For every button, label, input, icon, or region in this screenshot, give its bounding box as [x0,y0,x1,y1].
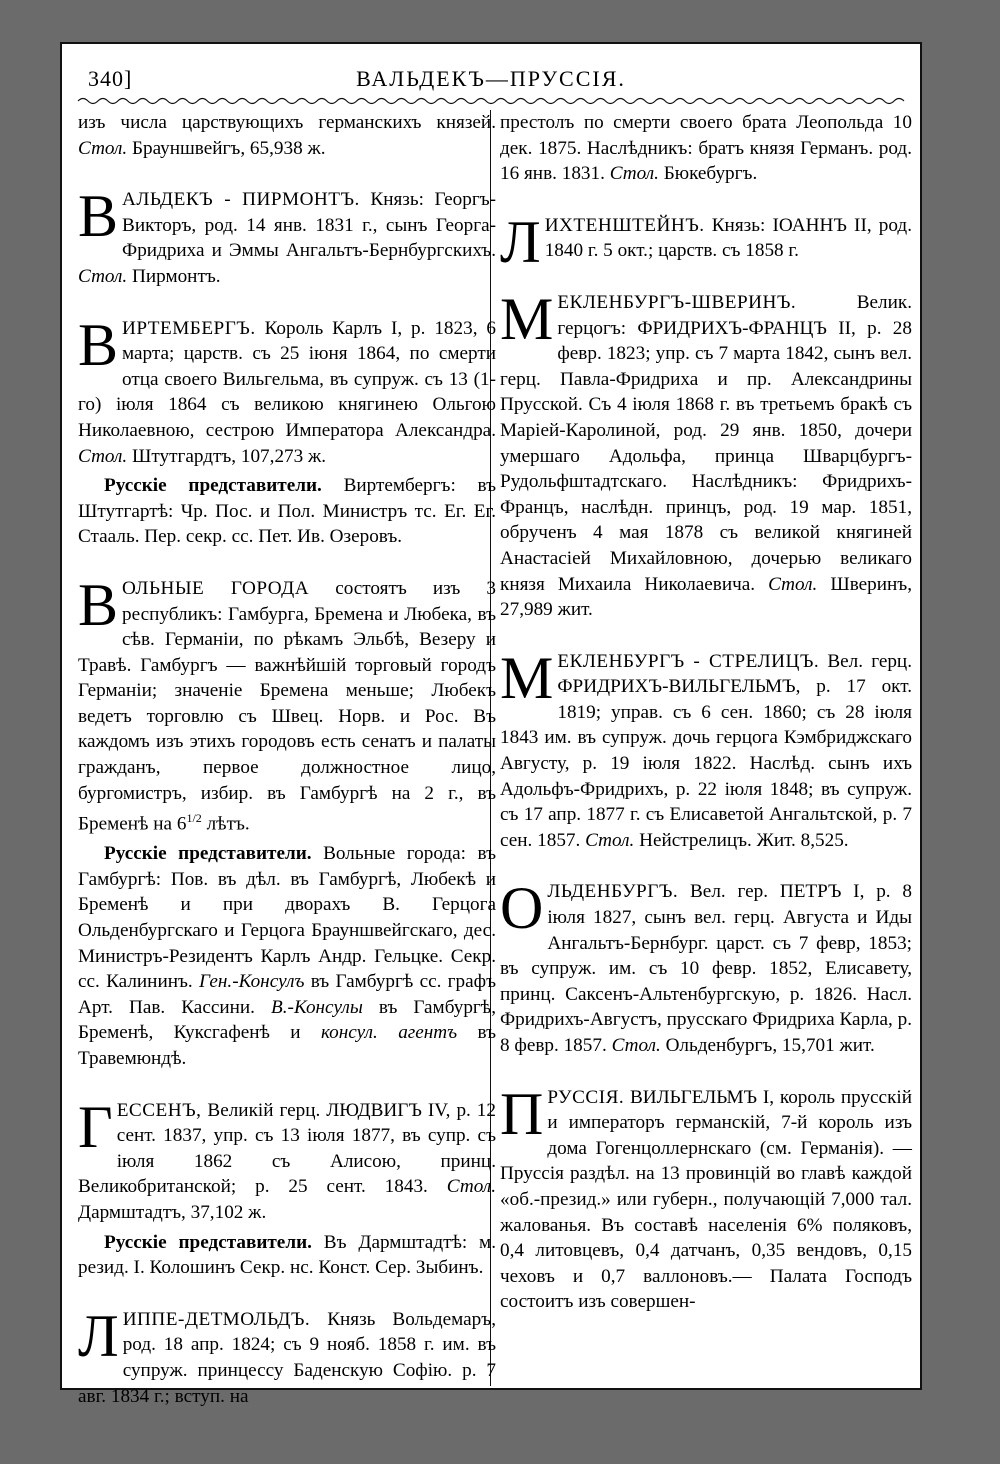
entry-hesse: ГЕССЕНЪ, Великій герц. ЛЮДВИГЪ IV, р. 12 сент. 1837, упр. съ 13 іюля 1877, въ супр. съ іюля 1862 съ Алисою, принц. Великобританской; р. 25 сент. 1843. Стол. Дармштадтъ, 37,102 ж. Русскіе представители. Въ Дармштадтѣ: м. резид. I. Колошинъ Секр. нс. Конст. Сер. Зыбинъ. [78,1098,496,1281]
drop-cap: В [78,311,119,378]
drop-cap: М [500,644,554,711]
drop-cap: В [78,183,119,250]
drop-cap: Г [78,1093,113,1160]
drop-cap: М [500,285,554,352]
entry-heading: ИППЕ-ДЕТМОЛЬДЪ. [122,1308,311,1330]
drop-cap: Л [500,208,541,275]
entry-continued-right: престолъ по смерти своего брата Леопольда 10 дек. 1875. Наслѣдникъ: братъ князя Германъ. род. 16 янв. 1831. Стол. Бюкебургъ. [500,112,912,185]
page [60,42,922,1407]
entry-prussia: ПРУССІЯ. ВИЛЬГЕЛЬМЪ I, король прусскій и императоръ германскій, 7-й король изъ дома Гогенцоллернскаго (см. Германія). — Пруссія раздѣл. на 13 провинцій во главѣ каждой «об.-презид.» или губерн., получающій 7,000 тал. жалованья. Въ составѣ населенія 6% поляковъ, 0,4 литовцевъ, 0,4 датчанъ, 0,35 вендовъ, 0,15 чеховъ и 0,7 валлоновъ.— Палата Господъ состоитъ изъ совершен- [500,1080,912,1313]
entry-heading: РУССІЯ. [547,1086,625,1108]
entry-liechtenstein: ЛИХТЕНШТЕЙНЪ. Князь: ІОАННЪ II, род. 1840 г. 5 окт.; царств. съ 1858 г. [500,208,912,275]
entry-heading: ЕССЕНЪ, [116,1099,202,1121]
drop-cap: Л [78,1302,119,1369]
entry-heading: ЛЬДЕНБУРГЪ. [547,881,679,903]
left-column [78,110,497,1407]
entry-mecklenburg-strelitz: МЕКЛЕНБУРГЪ - СТРЕЛИЦЪ. Вел. герц. ФРИДРИХЪ-ВИЛЬГЕЛЬМЪ, р. 17 окт. 1819; управ. съ 6 сен. 1860; съ 28 іюля 1843 им. въ супруж. дочь герцога Кэмбриджскаго Августу, р. 19 іюля 1822. Наслѣд. сынъ ихъ Адольфъ-Фридрихъ, р. 22 іюля 1848; въ супруж. съ 17 апр. 1877 г. съ Елисаветой Ангальтской, р. 7 сен. 1857. Стол. Нейстрелицъ. Жит. 8,525. [500,644,912,851]
page-number: 340] [88,66,133,91]
entry-oldenburg: ОЛЬДЕНБУРГЪ. Вел. гер. ПЕТРЪ I, р. 8 іюля 1827, сынъ вел. герц. Августа и Иды Ангальтъ-Бернбург. царст. съ 7 февр, 1853; въ супруж. им. съ 10 февр. 1852, Елисавету, принц. Саксенъ-Альтенбургскую, р. 1826. Насл. Фридрихъ-Августъ, прусскаго Фридриха Карла, р. 8 февр. 1857. Стол. Ольденбургъ, 15,701 жит. [500,875,912,1056]
entry-heading: ЕКЛЕНБУРГЪ-ШВЕРИНЪ. [557,291,797,313]
drop-cap: П [500,1080,544,1147]
entry-heading: ИРТЕМБЕРГЪ. [122,317,256,339]
drop-cap: В [78,571,119,638]
page-header [62,44,920,102]
entry-mecklenburg-schwerin: МЕКЛЕНБУРГЪ-ШВЕРИНЪ. Велик. герцогъ: ФРИДРИХЪ-ФРАНЦЪ II, р. 28 февр. 1823; упр. съ 7 марта 1842, сынъ вел. герц. Павла-Фридриха и пр. Александрины Прусской. Съ 4 іюля 1868 г. въ третьемъ бракѣ съ Маріей-Каролиной, род. 29 янв. 1850, дочери умершаго Адольфа, принца Шварцбургъ-Рудольфштадтскаго. Наслѣдникъ: Фридрихъ-Францъ, наслѣдн. принцъ, род. 19 мар. 1851, обрученъ 4 мая 1878 съ великой княгиней Анастасіей Михайловною, дочерью великаго князя Михаила Николаевича. Стол. Шверинъ, 27,989 жит. [500,285,913,621]
entry-waldeck: ВАЛЬДЕКЪ - ПИРМОНТЪ. Князь: Георгъ-Викторъ, род. 14 янв. 1831 г., сынъ Георга-Фридриха и Эммы Ангальтъ-Бернбургскихъ. Стол. Пирмонтъ. [78,183,497,287]
entry-heading: ОЛЬНЫЕ ГОРОДА [122,577,310,599]
entry-heading: ЕКЛЕНБУРГЪ - СТРЕЛИЦЪ. [557,650,820,672]
representatives: Русскіе представители. Виртембергъ: въ Штутгартѣ: Чр. Пос. и Пол. Министръ тс. Ег. Ег. Стааль. Пер. секр. сс. Пет. Ив. Озеровъ. [78,475,497,548]
entry-heading: ИХТЕНШТЕЙНЪ. [544,214,705,236]
entry-lippe: ЛИППЕ-ДЕТМОЛЬДЪ. Князь Вольдемаръ, род. 18 апр. 1824; съ 9 нояб. 1858 г. им. въ супруж. принцессу Баденскую Софію. р. 7 авг. 1834 г.; вступ. на [78,1302,496,1407]
drop-cap: О [500,875,544,942]
wavy-rule-graphic [78,96,904,106]
running-title: ВАЛЬДЕКЪ—ПРУССІЯ. [356,66,626,91]
entry-continued-left: изъ числа царствующихъ германскихъ князей. Стол. Брауншвейгъ, 65,938 ж. [78,112,496,159]
representatives: Русскіе представители. Вольные города: въ Гамбургѣ: Пов. въ дѣл. въ Гамбургѣ, Любекѣ и Бременѣ и при дворахъ В. Герцога Ольденбургскаго и Герцога Брауншвейгскаго, дес. Министръ-Резидентъ Карлъ Андр. Гельцке. Секр. сс. Калининъ. Ген.-Консулъ въ Гамбургѣ сс. графъ Арт. Пав. Кассини. В.-Консулы въ Гамбургѣ, Бременѣ, Куксгафенѣ и консул. агентъ въ Травемюндѣ. [78,843,497,1069]
header-rule [78,96,904,106]
representatives: Русскіе представители. Въ Дармштадтѣ: м. резид. I. Колошинъ Секр. нс. Конст. Сер. Зыбинъ. [78,1231,496,1279]
entry-wurttemberg: ВИРТЕМБЕРГЪ. Король Карлъ I, р. 1823, 6 марта; царств. съ 25 іюня 1864, по смерти отца своего Вильгельма, въ супруж. съ 13 (1-го) іюля 1864 съ великою княгинею Ольгою Николаевною, сестрою Императора Александра. Стол. Штутгардтъ, 107,273 ж. Русскіе представители. Виртембергъ: въ Штутгартѣ: Чр. Пос. и Пол. Министръ тс. Ег. Ег. Стааль. Пер. секр. сс. Пет. Ив. Озеровъ. [78,316,496,550]
right-column [500,110,912,1382]
entry-free-cities: ВОЛЬНЫЕ ГОРОДА состоятъ изъ 3 республикъ: Гамбурга, Бремена и Любека, въ сѣв. Германіи, по рѣкамъ Эльбѣ, Везеру и Травѣ. Гамбургъ — важнѣйшій торговый городъ Германіи; значеніе Бремена меньше; Любекъ ведетъ торговлю съ Швец. Норв. и Рос. Въ каждомъ изъ этихъ городовъ есть сенатъ и палаты гражданъ, первое должностное лицо, бургомистръ, избир. въ Гамбургѣ на 2 г., въ Бременѣ на $6^{1/2}$ лѣтъ. Русскіе представители. Вольные города: въ Гамбургѣ: Пов. въ дѣл. въ Гамбургѣ, Любекѣ и Бременѣ и при дворахъ В. Герцога Ольденбургскаго и Герцога Брауншвейгскаго, дес. Министръ-Резидентъ Карлъ Андр. Гельцке. Секр. сс. Калининъ. Ген.-Консулъ въ Гамбургѣ сс. графъ Арт. Пав. Кассини. В.-Консулы въ Гамбургѣ, Бременѣ, Куксгафенѣ и консул. агентъ въ Травемюндѣ. [78,576,496,1072]
entry-heading: АЛЬДЕКЪ - ПИРМОНТЪ. [122,189,360,211]
